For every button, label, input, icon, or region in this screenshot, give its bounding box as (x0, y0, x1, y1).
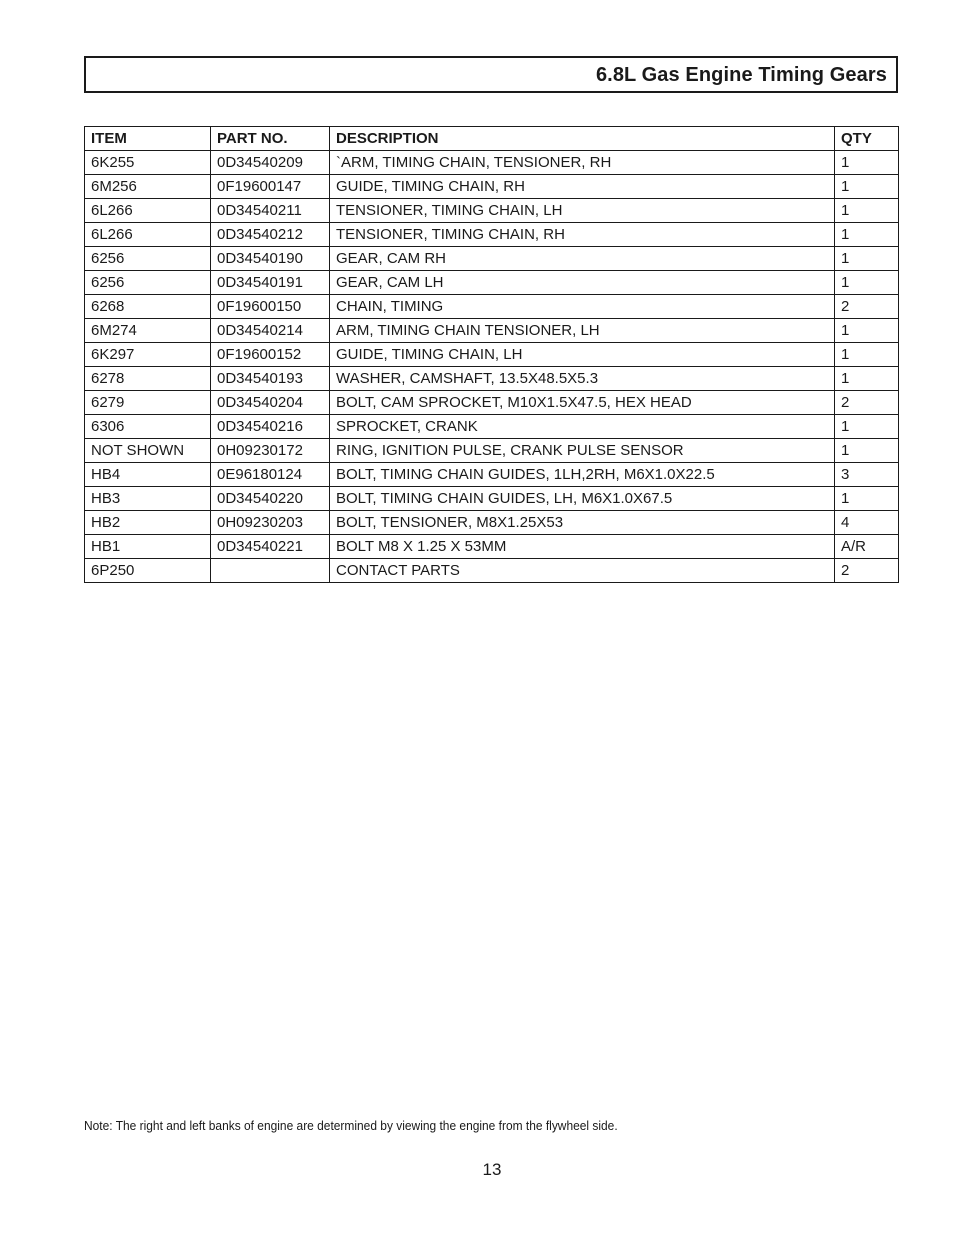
cell-item: HB2 (85, 511, 211, 535)
page-number: 13 (482, 1160, 502, 1179)
cell-qty: 1 (835, 175, 899, 199)
cell-qty: 1 (835, 247, 899, 271)
table-row (85, 247, 899, 271)
table-row (85, 343, 899, 367)
table-row (85, 487, 899, 511)
cell-qty: 3 (835, 463, 899, 487)
cell-item: 6K297 (85, 343, 211, 367)
cell-part-no: 0E96180124 (211, 463, 330, 487)
cell-item: HB4 (85, 463, 211, 487)
cell-part-no: 0D34540212 (211, 223, 330, 247)
cell-description: GUIDE, TIMING CHAIN, LH (330, 343, 835, 367)
cell-item: 6256 (85, 247, 211, 271)
table-row (85, 391, 899, 415)
column-header-item: ITEM (85, 127, 211, 151)
cell-qty: 1 (835, 367, 899, 391)
cell-part-no: 0D34540190 (211, 247, 330, 271)
table-row (85, 559, 899, 583)
cell-item: 6268 (85, 295, 211, 319)
cell-part-no: 0D34540204 (211, 391, 330, 415)
cell-part-no: 0H09230172 (211, 439, 330, 463)
cell-qty: 1 (835, 223, 899, 247)
cell-part-no: 0F19600150 (211, 295, 330, 319)
cell-description: BOLT, CAM SPROCKET, M10X1.5X47.5, HEX HEAD (330, 391, 835, 415)
cell-qty: 1 (835, 199, 899, 223)
table-row (85, 415, 899, 439)
cell-item: 6256 (85, 271, 211, 295)
cell-description: `ARM, TIMING CHAIN, TENSIONER, RH (330, 151, 835, 175)
cell-item: HB3 (85, 487, 211, 511)
cell-qty: 1 (835, 151, 899, 175)
cell-qty: 2 (835, 295, 899, 319)
cell-item: 6279 (85, 391, 211, 415)
cell-part-no: 0D34540216 (211, 415, 330, 439)
cell-qty: 2 (835, 559, 899, 583)
cell-part-no: 0F19600147 (211, 175, 330, 199)
cell-description: GEAR, CAM LH (330, 271, 835, 295)
table-row (85, 151, 899, 175)
cell-qty: 1 (835, 271, 899, 295)
cell-description: GUIDE, TIMING CHAIN, RH (330, 175, 835, 199)
cell-part-no: 0D34540191 (211, 271, 330, 295)
cell-item: 6K255 (85, 151, 211, 175)
table-row (85, 295, 899, 319)
cell-description: ARM, TIMING CHAIN TENSIONER, LH (330, 319, 835, 343)
table-row (85, 223, 899, 247)
cell-qty: 2 (835, 391, 899, 415)
table-row (85, 271, 899, 295)
cell-qty: 1 (835, 415, 899, 439)
column-header-qty: QTY (835, 127, 899, 151)
cell-part-no: 0D34540211 (211, 199, 330, 223)
table-row (85, 367, 899, 391)
cell-part-no: 0F19600152 (211, 343, 330, 367)
cell-part-no: 0D34540214 (211, 319, 330, 343)
cell-description: SPROCKET, CRANK (330, 415, 835, 439)
cell-qty: 1 (835, 487, 899, 511)
cell-description: CONTACT PARTS (330, 559, 835, 583)
cell-description: CHAIN, TIMING (330, 295, 835, 319)
cell-description: TENSIONER, TIMING CHAIN, RH (330, 223, 835, 247)
cell-qty: 4 (835, 511, 899, 535)
cell-item: NOT SHOWN (85, 439, 211, 463)
cell-item: 6P250 (85, 559, 211, 583)
cell-description: BOLT, TIMING CHAIN GUIDES, LH, M6X1.0X67.5 (330, 487, 835, 511)
table-body (85, 151, 899, 583)
cell-part-no (211, 559, 330, 583)
cell-part-no: 0D34540220 (211, 487, 330, 511)
table-header-row (85, 127, 899, 151)
cell-item: 6M256 (85, 175, 211, 199)
cell-description: BOLT, TIMING CHAIN GUIDES, 1LH,2RH, M6X1.0X22.5 (330, 463, 835, 487)
cell-description: RING, IGNITION PULSE, CRANK PULSE SENSOR (330, 439, 835, 463)
cell-part-no: 0D34540221 (211, 535, 330, 559)
cell-description: WASHER, CAMSHAFT, 13.5X48.5X5.3 (330, 367, 835, 391)
cell-qty: 1 (835, 439, 899, 463)
cell-item: 6L266 (85, 223, 211, 247)
cell-part-no: 0D34540209 (211, 151, 330, 175)
cell-description: BOLT, TENSIONER, M8X1.25X53 (330, 511, 835, 535)
cell-item: 6278 (85, 367, 211, 391)
cell-qty: 1 (835, 319, 899, 343)
table-row (85, 319, 899, 343)
cell-item: 6306 (85, 415, 211, 439)
cell-item: HB1 (85, 535, 211, 559)
cell-item: 6L266 (85, 199, 211, 223)
cell-qty: 1 (835, 343, 899, 367)
table-row (85, 463, 899, 487)
table-row (85, 175, 899, 199)
table-row (85, 199, 899, 223)
column-header-description: DESCRIPTION (330, 127, 835, 151)
cell-item: 6M274 (85, 319, 211, 343)
footnote: Note: The right and left banks of engine are determined by viewing the engine from the flywheel side. (84, 1118, 618, 1133)
cell-part-no: 0D34540193 (211, 367, 330, 391)
cell-part-no: 0H09230203 (211, 511, 330, 535)
table-row (85, 511, 899, 535)
cell-description: GEAR, CAM RH (330, 247, 835, 271)
table-row (85, 535, 899, 559)
cell-description: BOLT M8 X 1.25 X 53MM (330, 535, 835, 559)
title-box (84, 56, 898, 93)
page-title: 6.8L Gas Engine Timing Gears (595, 64, 887, 86)
column-header-part-no: PART NO. (211, 127, 330, 151)
cell-qty: A/R (835, 535, 899, 559)
table-row (85, 439, 899, 463)
cell-description: TENSIONER, TIMING CHAIN, LH (330, 199, 835, 223)
parts-table (84, 126, 899, 583)
